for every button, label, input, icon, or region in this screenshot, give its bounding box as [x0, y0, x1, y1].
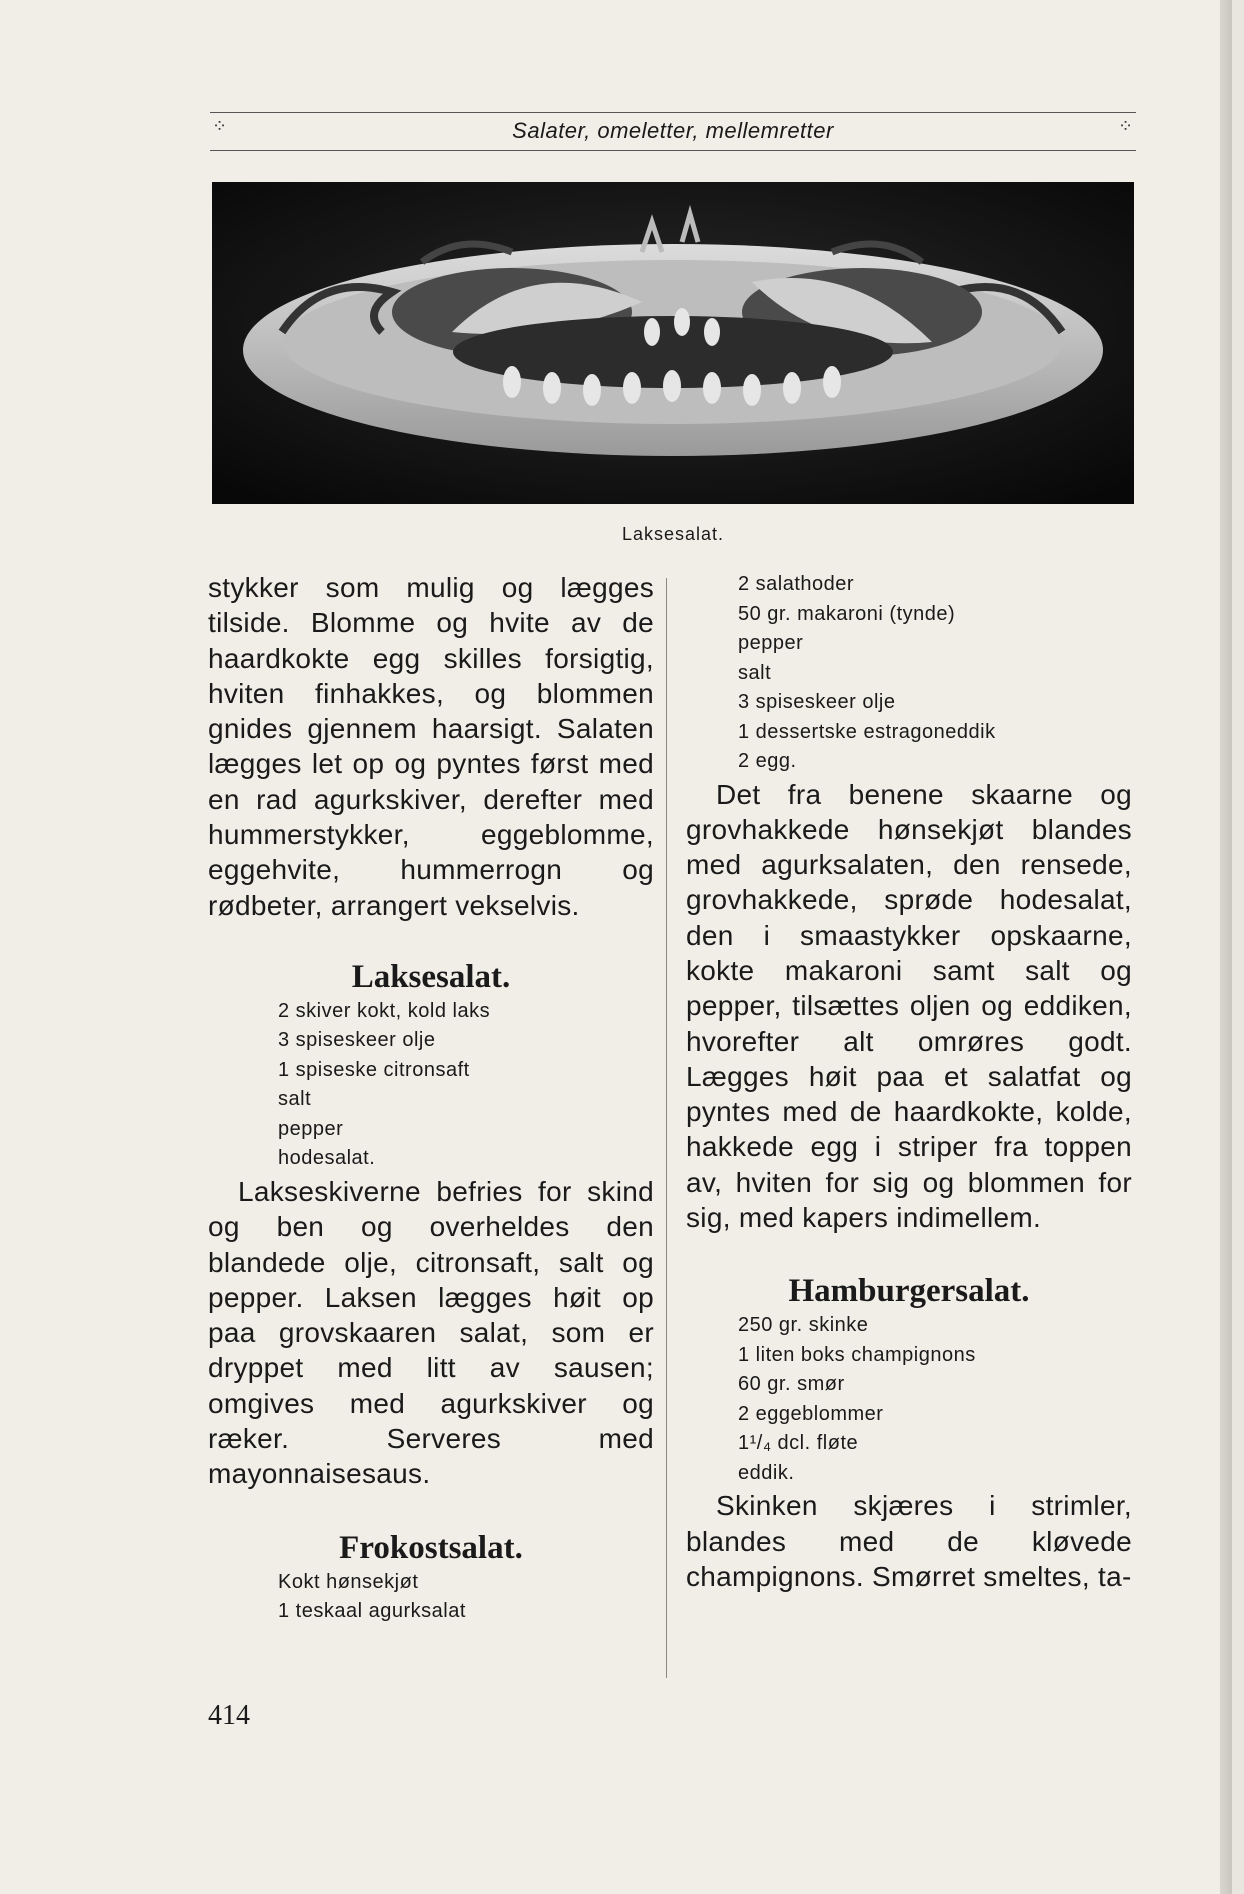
ingredient-item: Kokt hønsekjøt — [278, 1570, 419, 1593]
ingredient-item: 2 eggeblommer — [738, 1402, 884, 1425]
left-column — [208, 570, 654, 1627]
ingredient-item: pepper — [278, 1117, 344, 1140]
recipe-text-frokostsalat: Det fra benene skaarne og grovhakkede hønsekjøt blandes med agurksalaten, den rensede, grovhakkede, sprøde hodesalat, den i smaastykker opskaarne, kokte makaroni samt salt og pepper, tilsættes oljen og eddiken, hvorefter alt omrøres godt. Lægges høit paa et salatfat og pyntes med de haardkokte, kolde, hakkede egg i striper fra toppen av, hviten for sig og blommen for sig, med kapers indimellem. — [686, 778, 1132, 1234]
ingredient-item: 1 teskaal agurksalat — [278, 1600, 466, 1623]
ingredient-item: 3 spiseskeer olje — [738, 691, 896, 713]
ingredient-item: salt — [278, 1088, 312, 1111]
body-paragraph: stykker som mulig og lægges tilside. Blomme og hvite av de haardkokte egg skilles forsigtig, hviten finhakkes, og blommen gnides gjennem haarsigt. Salaten lægges let op og pyntes først med en rad agurkskiver, derefter med hummerstykker, eggeblomme, eggehvite, hummerrogn og rødbeter, arrangert vekselvis. — [208, 572, 654, 921]
page-number: 414 — [208, 1700, 250, 1731]
ingredient-item: 3 spiseskeer olje — [278, 1029, 436, 1052]
ingredient-item: 1 spiseske citronsaft — [278, 1058, 470, 1081]
ingredient-item: salt — [738, 661, 772, 684]
recipe-title-frokostsalat: Frokostsalat. — [339, 1529, 523, 1566]
ingredient-item: 250 gr. skinke — [738, 1314, 869, 1337]
ingredient-item: 1 dessertske estragoneddik — [738, 720, 996, 743]
recipe-title-hamburgersalat: Hamburgersalat. — [788, 1273, 1030, 1310]
ingredient-item: 2 egg. — [738, 750, 797, 772]
ingredient-item: 1¹/₄ dcl. fløte — [738, 1432, 859, 1455]
header-rule-bottom — [210, 150, 1136, 151]
ingredient-item: eddik. — [738, 1461, 795, 1484]
ingredient-item: 50 gr. makaroni (tynde) — [738, 602, 956, 625]
recipe-text-laksesalat: Lakseskiverne befries for skind og ben og overheldes den blandede olje, citronsaft, salt og pepper. Laksen lægges høit op paa grovskaaren salat, som er dryppet med litt av sausen; omgives med agurkskiver og ræker. Serveres med mayonnaisesaus. — [208, 1175, 654, 1490]
ingredient-list-frokostsalat-cont — [686, 570, 1132, 777]
ingredient-list-laksesalat — [208, 997, 654, 1174]
figure-caption: Laksesalat. — [621, 524, 725, 544]
header-rule-top — [210, 112, 1136, 113]
ingredient-item: 2 salathoder — [738, 573, 855, 595]
ingredient-item: 1 liten boks champignons — [738, 1343, 976, 1366]
ingredient-item: 2 skiver kokt, kold laks — [278, 999, 491, 1022]
ingredient-item: pepper — [738, 632, 804, 654]
ingredient-list-hamburgersalat — [686, 1311, 1132, 1488]
header-ornament-left: ⁘ — [212, 116, 228, 137]
salad-platter-photo — [212, 182, 1134, 504]
column-divider — [666, 578, 667, 1678]
ingredient-item: 60 gr. smør — [738, 1373, 845, 1396]
header-ornament-right: ⁘ — [1118, 116, 1134, 137]
ingredient-list-frokostsalat — [208, 1568, 654, 1627]
recipe-title-laksesalat: Laksesalat. — [351, 958, 511, 995]
running-header: Salater, omeletter, mellemretter — [512, 118, 834, 143]
right-column — [686, 570, 1132, 1594]
page-edge — [1220, 0, 1232, 1894]
recipe-text-hamburgersalat: Skinken skjæres i strimler, blandes med de kløvede champignons. Smørret smeltes, ta- — [686, 1490, 1132, 1592]
ingredient-item: hodesalat. — [278, 1147, 376, 1170]
